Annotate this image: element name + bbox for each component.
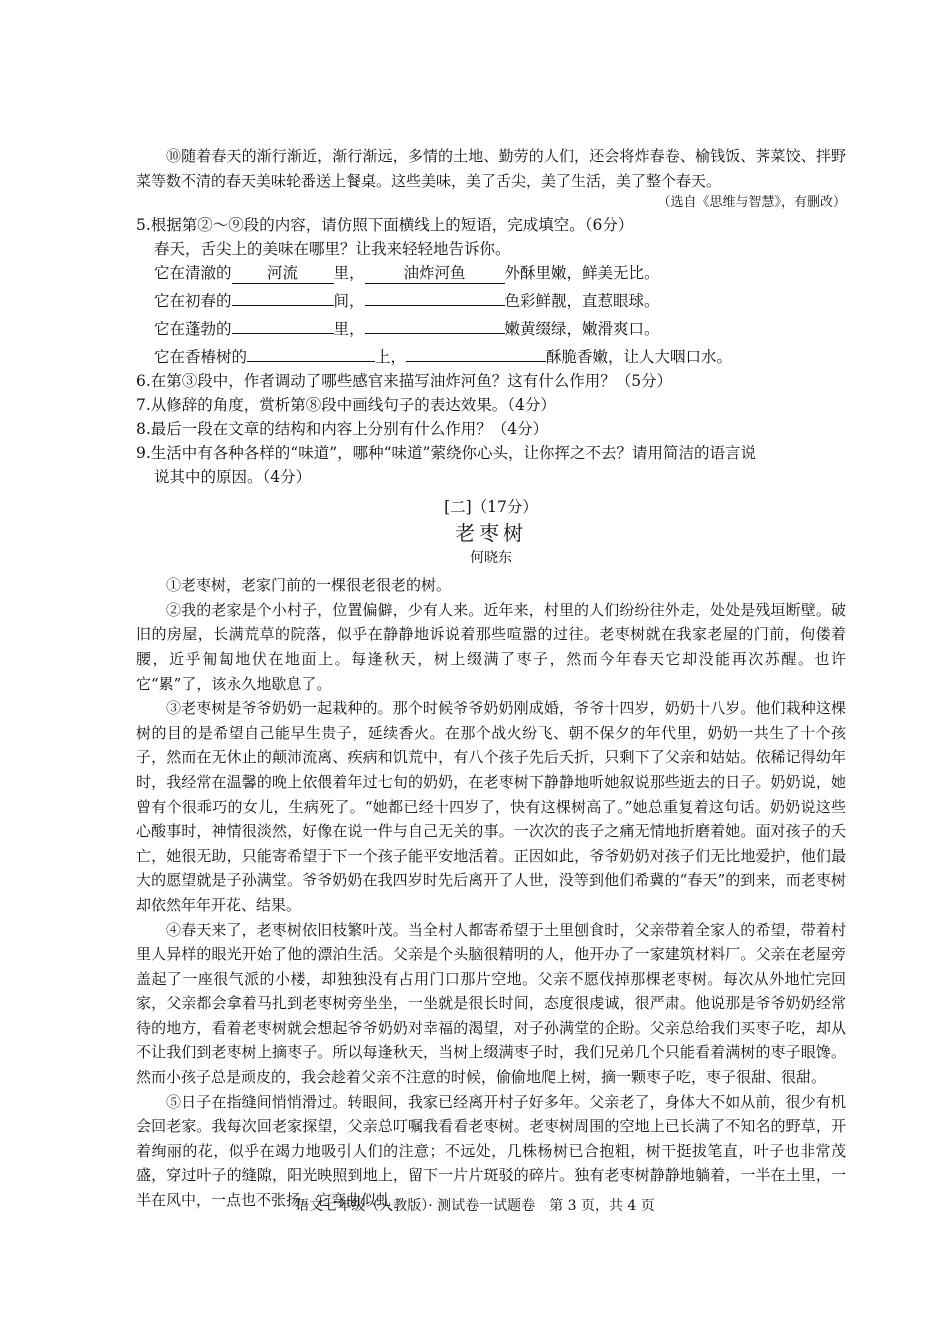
fill-blank[interactable]: 河流 (232, 263, 334, 284)
passage-paragraph-10: ⑩随着春天的渐行渐近，渐行渐远，多情的土地、勤劳的人们，还会将炸春卷、榆钱饭、荠菜饺、拌野菜等数不清的春天美味轮番送上餐桌。这些美味，美了舌尖，美了生活，美了整个春天。 (136, 147, 846, 190)
fill-suffix: 酥脆香嫩，让人大咽口水。 (546, 348, 733, 367)
fill-line-3 (154, 313, 846, 341)
question-6: 6.在第③段中，作者调动了哪些感官来描写油炸河鱼？这有什么作用？（5分） (136, 372, 673, 391)
fill-blank[interactable] (232, 313, 334, 334)
passage-source: （选自《思维与智慧》，有删改） (657, 195, 846, 211)
article-paragraph-2: ②我的老家是个小村子，位置偏僻，少有人来。近年来，村里的人们纷纷往外走，处处是残垣断壁。破旧的房屋，长满荒草的院落，似乎在静静地诉说着那些喧嚣的过往。老枣树就在我家老屋的门前，佝偻着腰，近乎匍匐地伏在地面上。每逢秋天，树上缀满了枣子，然而今年春天它却没能再次苏醒。也许它“累”了，该永久地歇息了。 (136, 600, 846, 693)
article-paragraph-5: ⑤日子在指缝间悄悄滑过。转眼间，我家已经离开村子好多年。父亲老了，身体大不如从前，很少有机会回老家。我每次回老家探望，父亲总叮嘱我看看老枣树。老枣树周围的空地上已长满了不知名的野草，开着绚丽的花，似乎在竭力地吸引人们的注意；不远处，几株杨树已合抱粗，树干挺拔笔直，叶子也非常茂盛，穿过叶子的缝隙，阳光映照到地上，留下一片片斑驳的碎片。独有老枣树静静地躺着，一半在土里，一半在风中，一点也不张扬。它弯曲似虬 (136, 1092, 846, 1210)
article-title: 老枣树 (455, 521, 527, 546)
section-2-header: [二]（17分） (444, 498, 538, 517)
article-author: 何晓东 (470, 550, 512, 567)
fill-suffix: 色彩鲜靓，直惹眼球。 (504, 292, 660, 311)
question-8: 8.最后一段在文章的结构和内容上分别有什么作用？（4分） (136, 420, 549, 439)
fill-prefix: 它在香椿树的 (154, 348, 248, 367)
fill-blank[interactable]: 油炸河鱼 (365, 263, 505, 284)
fill-prefix: 它在初春的 (154, 292, 232, 311)
question-9-line-1: 9.生活中有各种各样的“味道”，哪种“味道”萦绕你心头，让你挥之不去？请用简洁的语言说 (136, 444, 756, 463)
question-5-intro: 春天，舌尖上的美味在哪里？让我来轻轻地告诉你。 (154, 240, 511, 259)
article-paragraph-1: ①老枣树，老家门前的一棵很老很老的树。 (166, 576, 452, 595)
article-paragraph-3: ③老枣树是爷爷奶奶一起栽种的。那个时候爷爷奶奶刚成婚，爷爷十四岁，奶奶十八岁。他们栽种这棵树的目的是希望自己能早生贵子，延续香火。在那个战火纷飞、朝不保夕的年代里，奶奶一共生了十个孩子，然而在无休止的颠沛流离、疾病和饥荒中，有八个孩子先后夭折，只剩下了父亲和姑姑。依稀记得幼年时，我经常在温馨的晚上依偎着年过七旬的奶奶，在老枣树下静静地听她叙说那些逝去的日子。奶奶说，她曾有个很乖巧的女儿，生病死了。“她都已经十四岁了，快有这棵树高了。”她总重复着这句话。奶奶说这些心酸事时，神情很淡然，好像在说一件与自己无关的事。一次次的丧子之痛无情地折磨着她。面对孩子的夭亡，她很无助，只能寄希望于下一个孩子能平安地活着。正因如此，爷爷奶奶对孩子们无比地爱护，他们最大的愿望就是子孙满堂。爷爷奶奶在我四岁时先后离开了人世，没等到他们希冀的“春天”的到来，而老枣树却依然年年开花、结果。 (136, 699, 846, 914)
fill-mid: 里， (333, 264, 365, 283)
fill-blank[interactable] (365, 285, 505, 306)
fill-blank[interactable] (247, 341, 375, 362)
fill-suffix: 外酥里嫩，鲜美无比。 (504, 264, 660, 283)
fill-blank[interactable] (232, 285, 334, 306)
fill-line-1 (154, 261, 846, 285)
question-5: 5.根据第②～⑨段的内容，请仿照下面横线上的短语，完成填空。（6分） (136, 216, 634, 235)
article-paragraph-4: ④春天来了，老枣树依旧枝繁叶茂。当全村人都寄希望于土里刨食时，父亲带着全家人的希望，带着村里人异样的眼光开始了他的漂泊生活。父亲是个头脑很精明的人，他开办了一家建筑材料厂。父亲在老屋旁盖起了一座很气派的小楼，却独独没有占用门口那片空地。父亲不愿伐掉那棵老枣树。每次从外地忙完回家，父亲都会拿着马扎到老枣树旁坐坐，一坐就是很长时间，态度很虔诚，很严肃。他说那是爷爷奶奶经常待的地方，看着老枣树就会想起爷爷奶奶对幸福的渴望，对子孙满堂的企盼。父亲总给我们买枣子吃，却从不让我们到老枣树上摘枣子。所以每逢秋天，当树上缀满枣子时，我们兄弟几个只能看着满树的枣子眼馋。然而小孩子总是顽皮的，我会趁着父亲不注意的时候，偷偷地爬上树，摘一颗枣子吃，枣子很甜、很甜。 (136, 920, 846, 1087)
question-9-line-2: 说其中的原因。（4分） (154, 468, 312, 487)
fill-blank[interactable] (365, 313, 505, 334)
fill-prefix: 它在蓬勃的 (154, 320, 232, 339)
question-9 (136, 441, 846, 489)
fill-suffix: 嫩黄缀绿，嫩滑爽口。 (504, 320, 660, 339)
fill-prefix: 它在清澈的 (154, 264, 232, 283)
fill-mid: 间， (333, 292, 365, 311)
fill-line-4 (154, 341, 846, 369)
fill-line-2 (154, 285, 846, 313)
page-footer: 语文七年级（人教版）· 测试卷一试题卷 第 3 页，共 4 页 (295, 1198, 655, 1214)
fill-mid: 里， (333, 320, 365, 339)
question-7: 7.从修辞的角度，赏析第⑧段中画线句子的表达效果。（4分） (136, 396, 556, 415)
page-content (136, 144, 846, 1213)
fill-mid: 上， (375, 348, 407, 367)
fill-blank[interactable] (406, 341, 546, 362)
